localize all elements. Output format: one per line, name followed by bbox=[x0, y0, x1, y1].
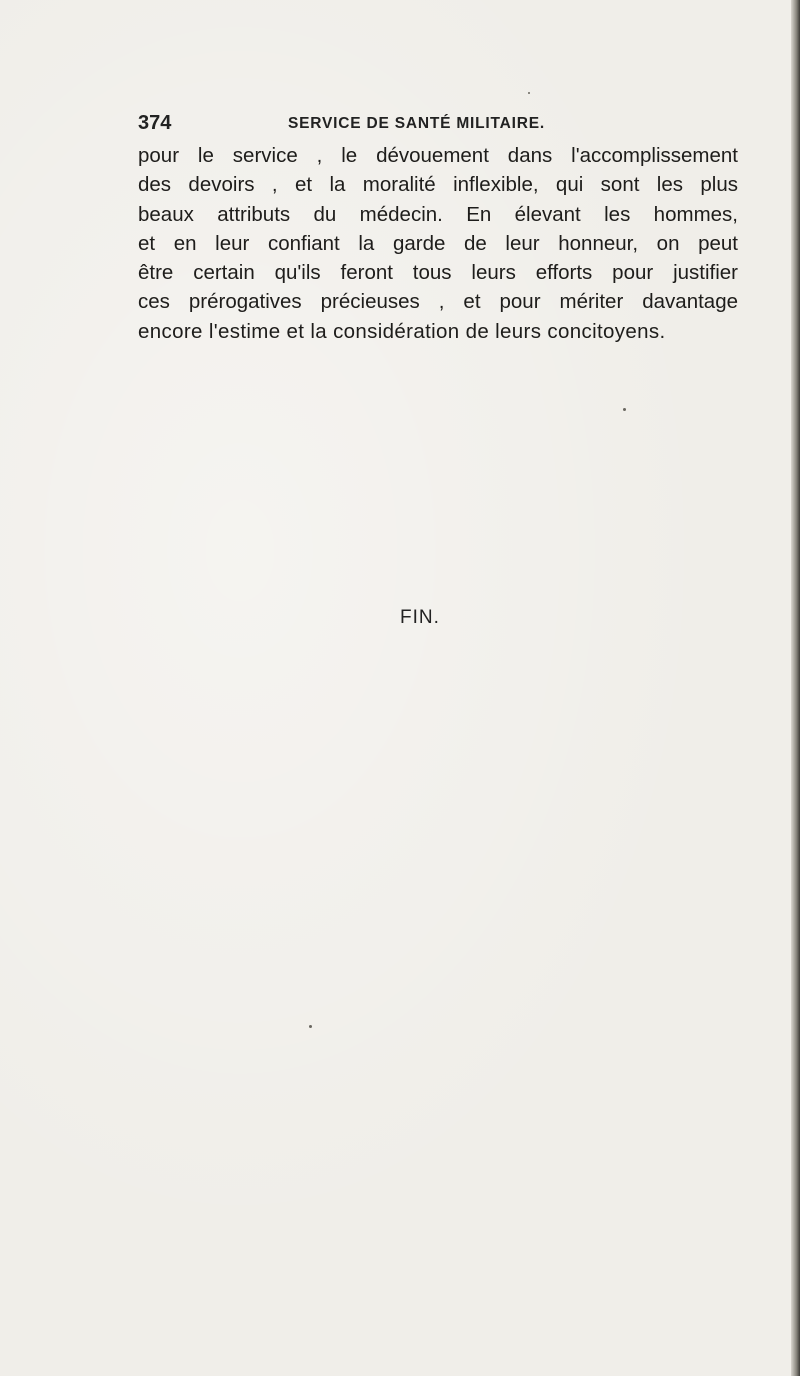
text-line: et en leur confiant la garde de leur honneur, on peut bbox=[138, 231, 738, 255]
text-line: des devoirs , et la moralité inflexible, qui sont les plus bbox=[138, 173, 738, 197]
paper-speck bbox=[309, 1025, 312, 1028]
running-header bbox=[138, 112, 638, 136]
fin-marker: FIN. bbox=[400, 607, 440, 628]
running-title: SERVICE DE SANTÉ MILITAIRE. bbox=[288, 115, 545, 132]
text-line: être certain qu'ils feront tous leurs efforts pour justifier bbox=[138, 261, 738, 285]
paper-speck bbox=[623, 408, 626, 411]
text-line: beaux attributs du médecin. En élevant les hommes, bbox=[138, 202, 738, 226]
body-paragraph bbox=[138, 141, 738, 346]
page-edge-shadow bbox=[791, 0, 800, 1376]
text-line: ces prérogatives précieuses , et pour mériter davantage bbox=[138, 290, 738, 314]
text-line: pour le service , le dévouement dans l'accomplissement bbox=[138, 144, 738, 167]
paper-speck bbox=[528, 92, 530, 94]
text-line: encore l'estime et la considération de leurs concitoyens. bbox=[138, 319, 666, 343]
page-number: 374 bbox=[138, 112, 172, 134]
